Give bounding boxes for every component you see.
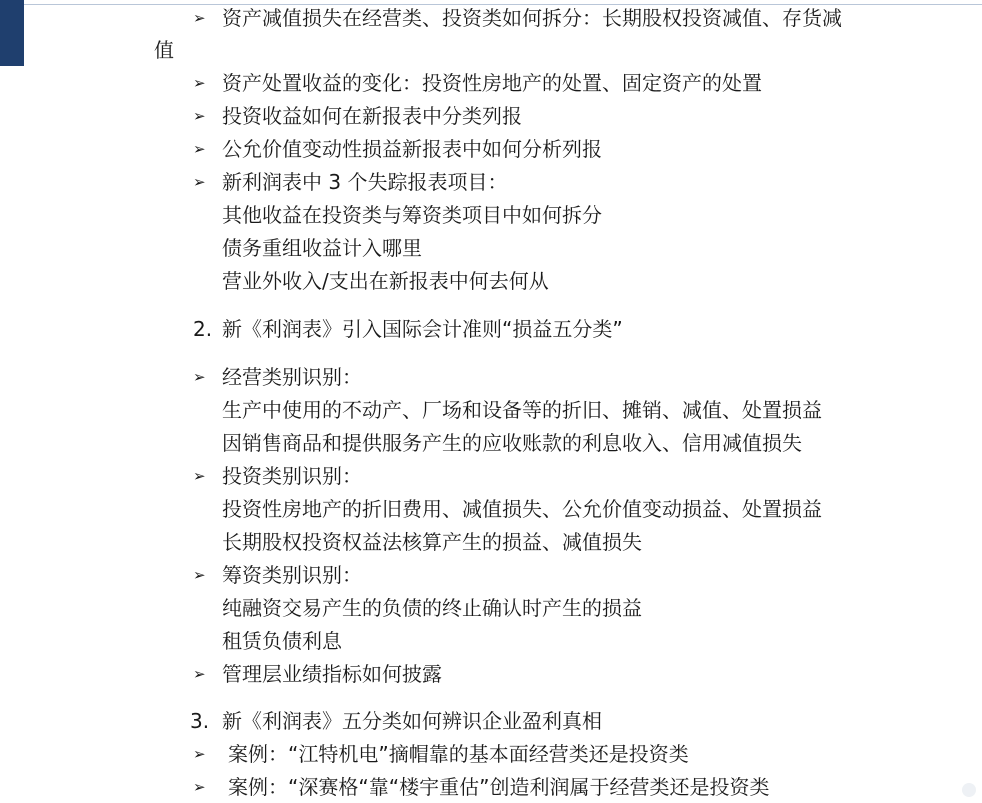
sub-item: 债务重组收益计入哪里 [222, 236, 422, 260]
bullet-item: 公允价值变动性损益新报表中如何分析列报 [222, 137, 602, 161]
bullet-arrow-icon: ➢ [193, 9, 206, 27]
bullet-arrow-icon: ➢ [193, 665, 206, 683]
bullet-arrow-icon: ➢ [193, 368, 206, 386]
sub-item: 因销售商品和提供服务产生的应收账款的利息收入、信用减值损失 [222, 431, 802, 455]
bullet-item-continuation: 值 [154, 38, 174, 62]
bullet-item: 管理层业绩指标如何披露 [222, 662, 442, 686]
bullet-item: 筹资类别识别： [222, 563, 362, 587]
bullet-arrow-icon: ➢ [193, 173, 206, 191]
bullet-arrow-icon: ➢ [193, 745, 206, 763]
bullet-item: 案例：“深赛格“靠“楼宇重估”创造利润属于经营类还是投资类 [228, 775, 770, 799]
sub-item: 纯融资交易产生的负债的终止确认时产生的损益 [222, 596, 642, 620]
sub-item: 投资性房地产的折旧费用、减值损失、公允价值变动损益、处置损益 [222, 497, 822, 521]
bullet-arrow-icon: ➢ [193, 467, 206, 485]
bullet-arrow-icon: ➢ [193, 107, 206, 125]
bullet-item: 投资类别识别： [222, 464, 362, 488]
section-number: 3. [190, 709, 210, 733]
sub-item: 营业外收入/支出在新报表中何去何从 [222, 269, 549, 293]
sub-item: 其他收益在投资类与筹资类项目中如何拆分 [222, 203, 602, 227]
corner-decoration [962, 783, 976, 797]
bullet-item: 经营类别识别： [222, 365, 362, 389]
sub-item: 长期股权投资权益法核算产生的损益、减值损失 [222, 530, 642, 554]
bullet-item: 资产处置收益的变化：投资性房地产的处置、固定资产的处置 [222, 71, 762, 95]
sub-item: 生产中使用的不动产、厂场和设备等的折旧、摊销、减值、处置损益 [222, 398, 822, 422]
bullet-item: 资产减值损失在经营类、投资类如何拆分：长期股权投资减值、存货减 [222, 6, 842, 30]
bullet-arrow-icon: ➢ [193, 566, 206, 584]
section-heading: 新《利润表》引入国际会计准则“损益五分类” [222, 317, 623, 341]
bullet-arrow-icon: ➢ [193, 140, 206, 158]
sub-item: 租赁负债利息 [222, 629, 342, 653]
bullet-item: 案例：“江特机电”摘帽靠的基本面经营类还是投资类 [228, 742, 689, 766]
section-heading: 新《利润表》五分类如何辨识企业盈利真相 [222, 709, 602, 733]
slide-accent-bar [0, 0, 24, 66]
bullet-arrow-icon: ➢ [193, 778, 206, 796]
bullet-item: 投资收益如何在新报表中分类列报 [222, 104, 522, 128]
section-number: 2. [193, 317, 213, 341]
bullet-arrow-icon: ➢ [193, 74, 206, 92]
bullet-item: 新利润表中 3 个失踪报表项目： [222, 170, 508, 194]
